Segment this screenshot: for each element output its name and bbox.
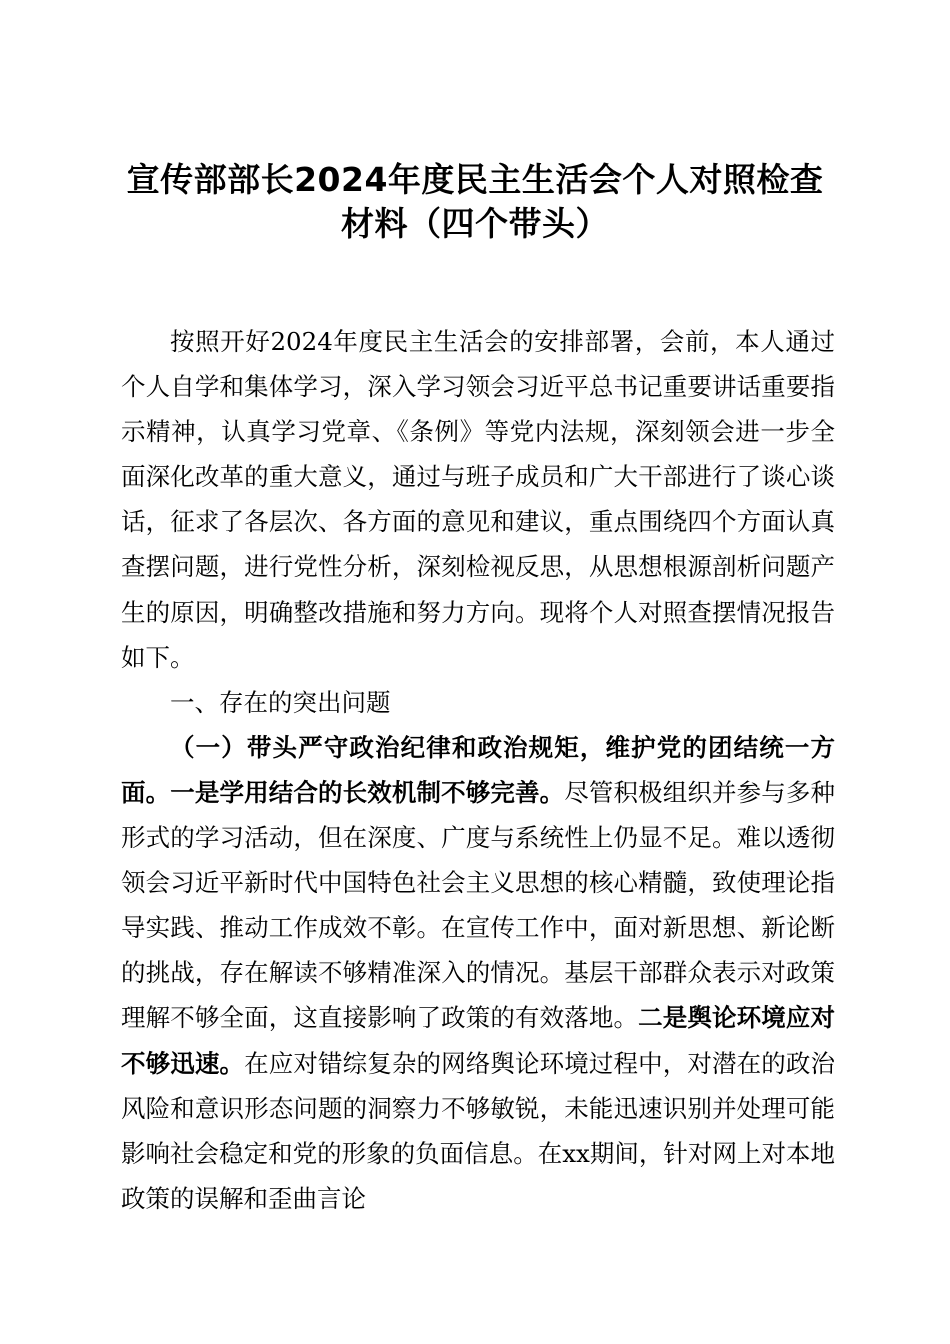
point-text-2: 在应对错综复杂的网络舆论环境过程中，对潜在的政治风险和意识形态问题的洞察力不够敏锐，未能迅速识别并处理可能影响社会稳定和党的形象的负面信息。在xx期间，针对网上对本地政策的误解和歪曲言论 xyxy=(121,1048,835,1213)
subsection-paragraph-1 xyxy=(121,725,835,1221)
intro-paragraph: 按照开好2024年度民主生活会的安排部署，会前，本人通过个人自学和集体学习，深入学习领会习近平总书记重要讲话重要指示精神，认真学习党章、《条例》等党内法规，深刻领会进一步全面深化改革的重大意义，通过与班子成员和广大干部进行了谈心谈话，征求了各层次、各方面的意见和建议，重点围绕四个方面认真查摆问题，进行党性分析，深刻检视反思，从思想根源剖析问题产生的原因，明确整改措施和努力方向。现将个人对照查摆情况报告如下。 xyxy=(121,327,835,672)
document-title: 宣传部部长2024年度民主生活会个人对照检查材料（四个带头） xyxy=(126,160,824,243)
point-heading-2: 二是舆论环境应对不够迅速。 xyxy=(121,1003,835,1078)
section-heading-1: 一、存在的突出问题 xyxy=(170,687,391,717)
subsection-heading-1: （一）带头严守政治纪律和政治规矩，维护党的团结统一方面。 xyxy=(121,732,835,807)
point-text-1: 尽管积极组织并参与多种形式的学习活动，但在深度、广度与系统性上仍显不足。难以透彻领会习近平新时代中国特色社会主义思想的核心精髓，致使理论指导实践、推动工作成效不彰。在宣传工作中，面对新思想、新论断的挑战，存在解读不够精准深入的情况。基层干部群众表示对政策理解不够全面，这直接影响了政策的有效落地。 xyxy=(121,777,835,1033)
document-body xyxy=(121,319,835,1221)
point-heading-1: 一是学用结合的长效机制不够完善。 xyxy=(170,777,565,807)
